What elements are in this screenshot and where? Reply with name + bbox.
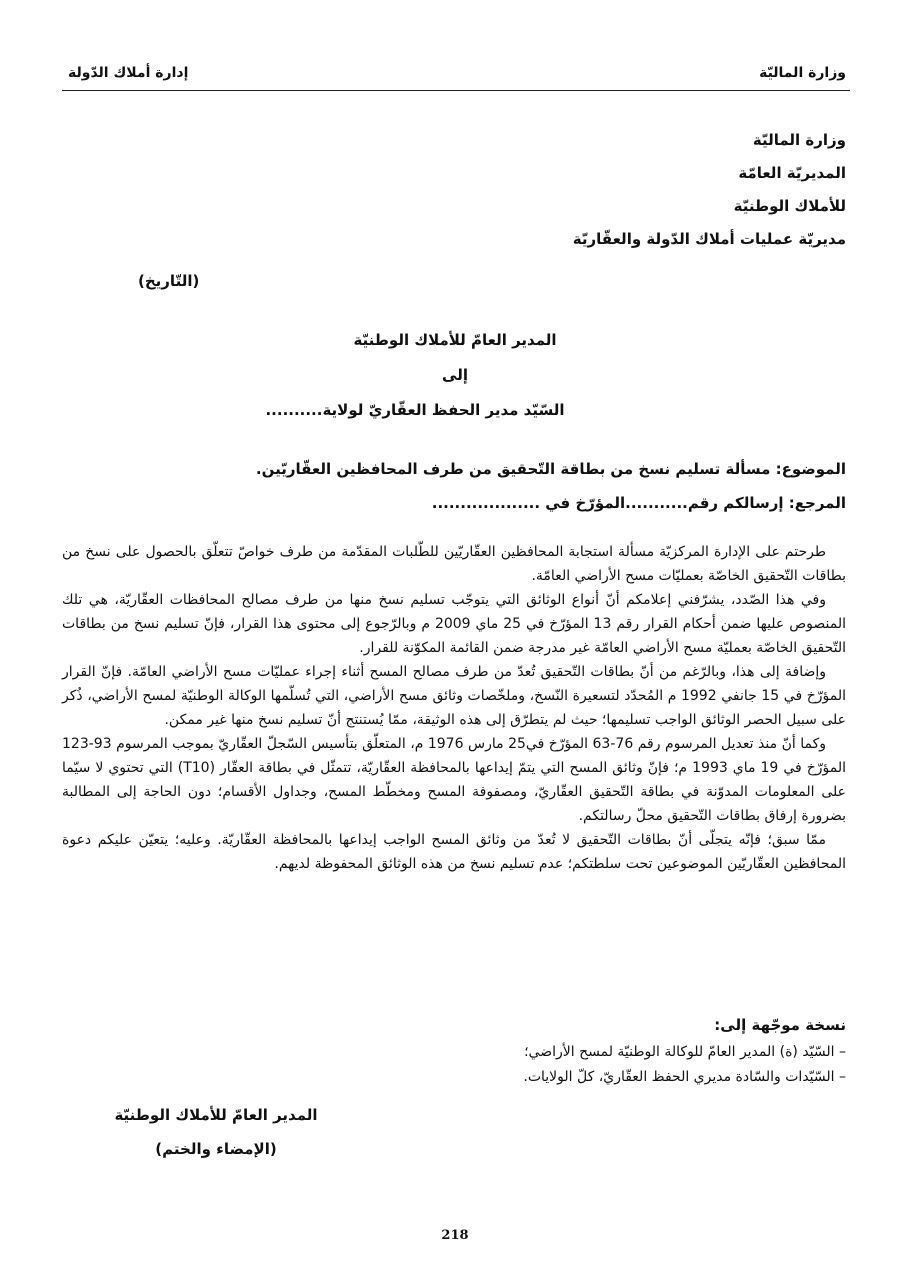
body-paragraph-2: وفي هذا الصّدد، يشرّفني إعلامكم أنّ أنواع الوثائق التي يتوجّب تسليم نسخ منها من طرف مصالح المحافظات العقّاريّة، هي تلك المنصوص عليها ضمن أحكام القرار رقم 13 المؤرّخ في 25 ماي 2009 م وبالرّجوع إلى محتوى هذا القرار، فإنّ تسليم نسخ من بطاقات التّحقيق الخاصّة بعمليّة مسح الأراضي العامّة غير مدرجة ضمن القائمة المكوّنة للقرار. xyxy=(62,592,847,656)
reference-line: المرجع: إرسالكم رقم...........المؤرّخ في ................... xyxy=(431,494,846,512)
addressing-recipient: السّيّد مدير الحفظ العقّاريّ لولاية.......... xyxy=(265,401,565,419)
copy-to-item-2: – السّيّدات والسّادة مديري الحفظ العقّاريّ، كلّ الولايات. xyxy=(523,1069,846,1085)
body-paragraph-1: طرحتم على الإدارة المركزيّة مسألة استجابة المحافظين العقّاريّين للطّلبات المقدّمة من طرف خواصّ تتعلّق بالحصول على نسخ من بطاقات التّحقيق الخاصّة بعمليّات مسح الأراضي العامّة. xyxy=(62,544,846,584)
sender-national-property: للأملاك الوطنيّة xyxy=(733,197,846,215)
body-paragraph-3: وإضافة إلى هذا، وبالرّغم من أنّ بطاقات التّحقيق تُعدّ من طرف مصالح المسح أثناء إجراء عمليّات مسح الأراضي العامّة. فإنّ القرار المؤرّخ في 15 جانفي 1992 م المُحدّد لتسعيرة النّسخ، وملخّصات وثائق مسح الأراضي، التي تُسلّمها الوكالة الوطنيّة لمسح الأراضي، ذُكر على سبيل الحصر الوثائق الواجب تسليمها؛ حيث لم يتطرّق إلى هذه الوثيقة، ممّا يُستنتج أنّ تسليم نسخ منها غير ممكن. xyxy=(62,664,847,728)
addressing-from: المدير العامّ للأملاك الوطنيّة xyxy=(353,331,557,349)
addressing-block xyxy=(0,323,910,428)
sender-general-directorate: المديريّة العامّة xyxy=(738,164,846,182)
copy-to-block xyxy=(346,1010,846,1090)
running-header-ministry: وزارة الماليّة xyxy=(759,65,846,81)
copy-to-item-1: – السّيّد (ة) المدير العامّ للوكالة الوطنيّة لمسح الأراضي؛ xyxy=(524,1044,846,1060)
signature-note: (الإمضاء والختم) xyxy=(155,1140,277,1158)
signature-block xyxy=(96,1098,336,1166)
body-paragraph-4: وكما أنّ منذ تعديل المرسوم رقم 76-63 المؤرّخ في25 مارس 1976 م، المتعلّق بتأسيس السّجلّ العقّاريّ بموجب المرسوم 93-123 المؤرّخ في 19 ماي 1993 م؛ فإنّ وثائق المسح التي يتمّ إيداعها بالمحافظة العقّاريّة، تتمثّل في بطاقة العقّار (T10) التي تحتوي لا سيّما على المعلومات المدوّنة في بطاقة التّحقيق العقّاريّ، ومصفوفة المسح ومخطّط المسح، وجداول الأقسام؛ دون الحاجة إلى المطالبة بضرورة إرفاق بطاقات التّحقيق محلّ رسالتكم. xyxy=(62,736,847,824)
copy-to-title: نسخة موجّهة إلى: xyxy=(714,1016,846,1034)
subject-line: الموضوع: مسألة تسليم نسخ من بطاقة التّحقيق من طرف المحافظين العقّاريّين. xyxy=(255,460,846,478)
header-divider xyxy=(62,90,850,91)
running-header xyxy=(68,60,846,86)
subject-block xyxy=(66,452,846,520)
addressing-to-word: إلى xyxy=(442,366,468,384)
letter-date: (التّاريخ) xyxy=(138,272,200,290)
letter-body xyxy=(62,540,846,876)
page-number: 218 xyxy=(441,1228,469,1243)
running-header-department: إدارة أملاك الدّولة xyxy=(68,65,189,81)
sender-directorate: مديريّة عمليات أملاك الدّولة والعقّاريّة xyxy=(572,230,846,248)
body-paragraph-5: ممّا سبق؛ فإنّه يتجلّى أنّ بطاقات التّحقيق لا تُعدّ من وثائق المسح الواجب إيداعها بالمحافظة العقّاريّة. وعليه؛ يتعيّن عليكم دعوة المحافظين العقّاريّين الموضوعين تحت سلطتكم؛ عدم تسليم نسخ من هذه الوثائق المحفوظة لديهم. xyxy=(62,832,846,872)
sender-block xyxy=(526,124,846,256)
sender-ministry: وزارة الماليّة xyxy=(752,131,846,149)
signature-title: المدير العامّ للأملاك الوطنيّة xyxy=(114,1106,318,1124)
